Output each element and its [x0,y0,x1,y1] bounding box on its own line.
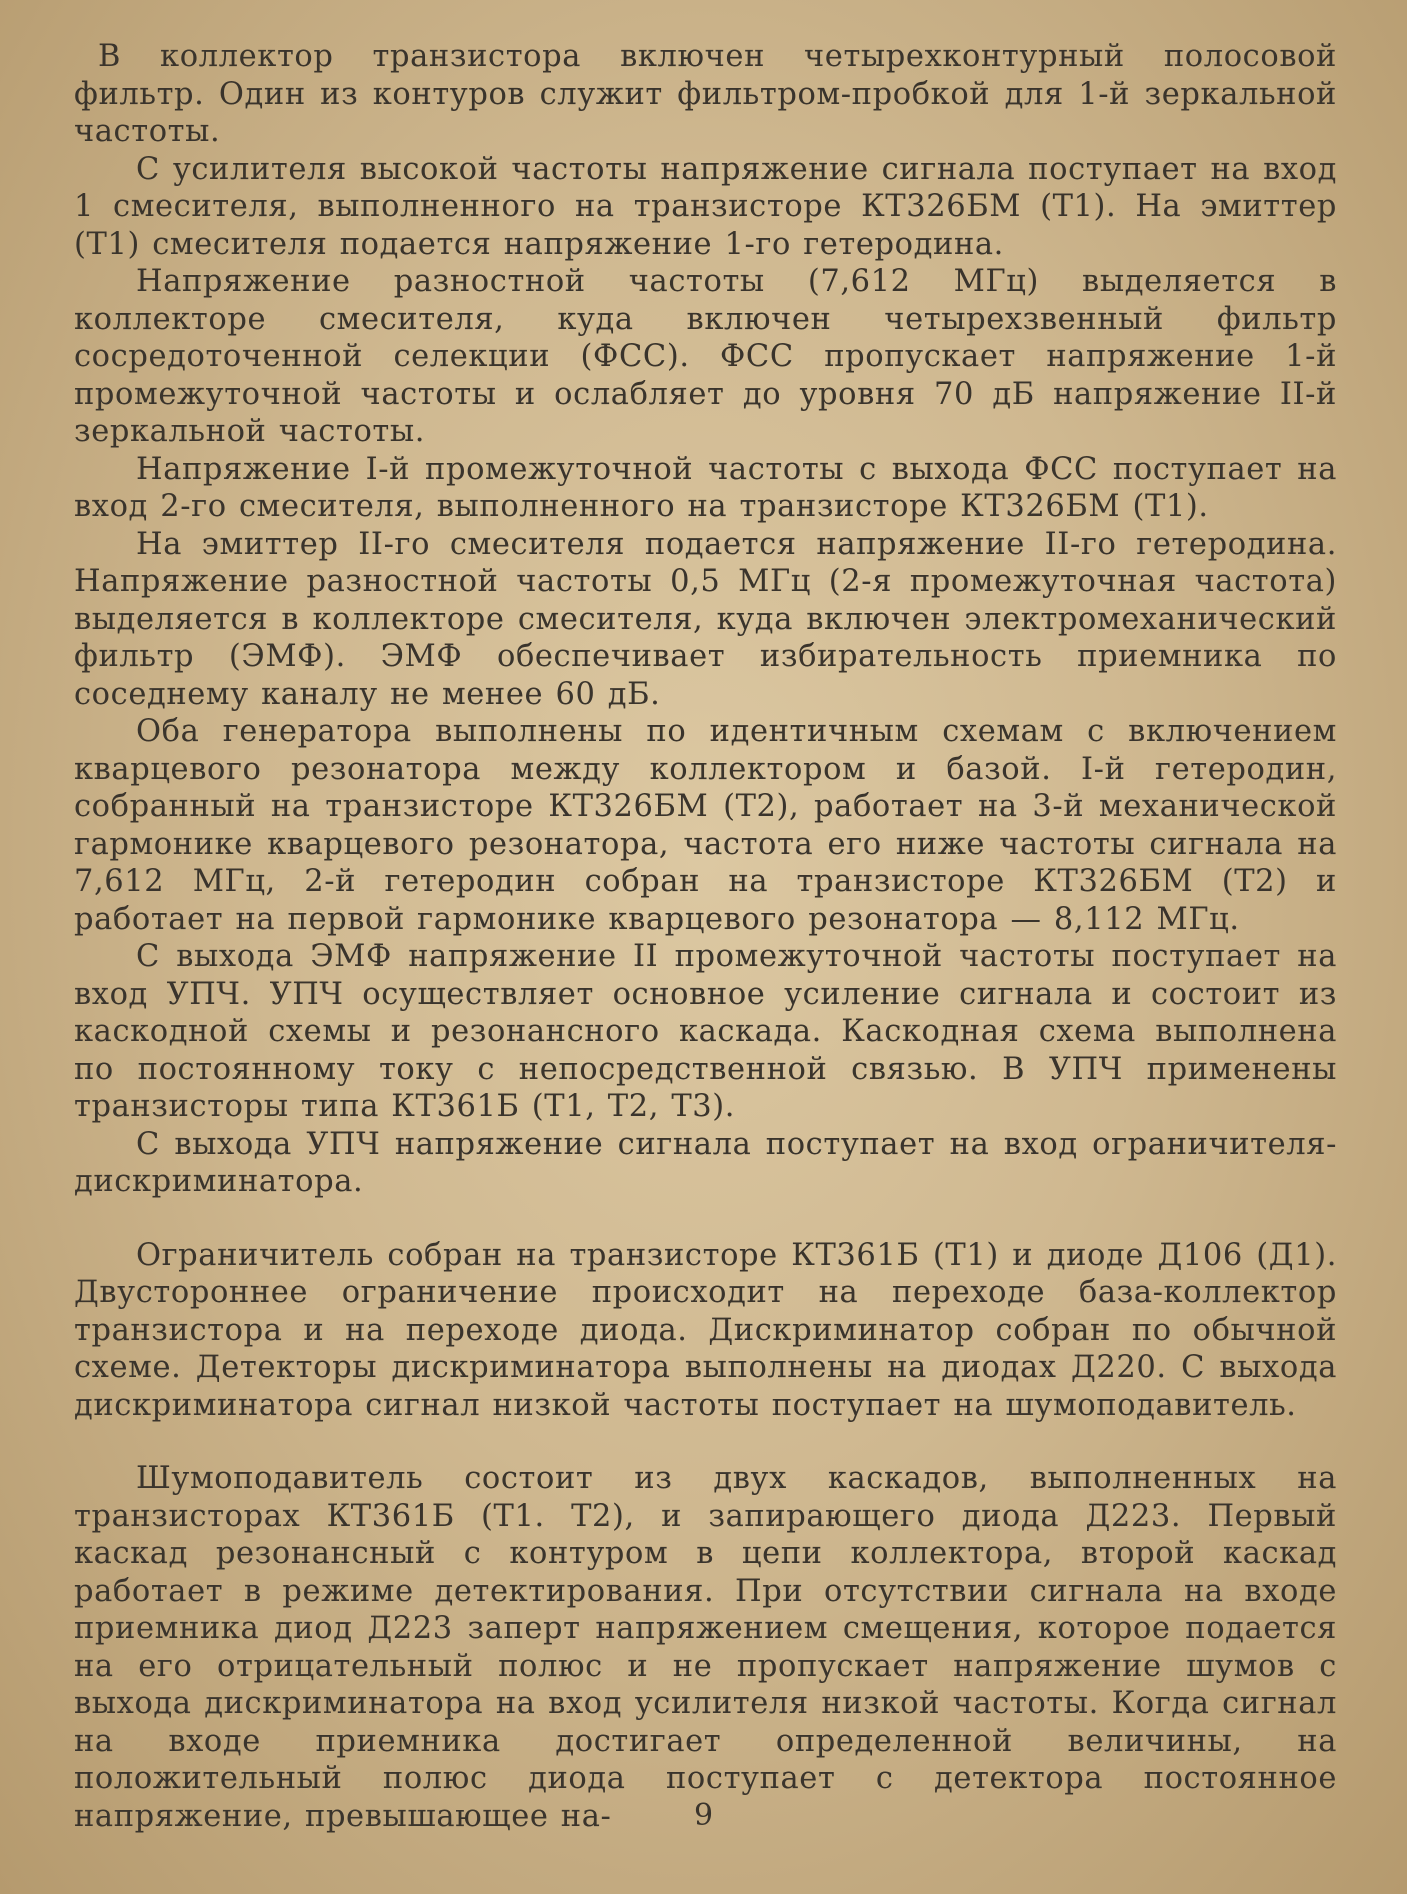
text-block-3 [74,1460,1337,1835]
paragraph-7: С выхода ЭМФ напряжение II промежуточной частоты поступает на вход УПЧ. УПЧ осуществляет основное усиление сигнала и состоит из каскодной схемы и резонансного каскада. Каскодная схема выполнена по постоянному току с непосредственной связью. В УПЧ применены транзисторы типа КТ361Б (Т1, Т2, Т3). [74,939,1337,1124]
paragraph-2: С усилителя высокой частоты напряжение сигнала поступает на вход 1 смесителя, выполненного на транзисторе КТ326БМ (Т1). На эмиттер (Т1) смесителя подается напряжение 1-го гетеродина. [74,151,1337,262]
paragraph-5: На эмиттер II-го смесителя подается напряжение II-го гетеродина. Напряжение разностной частоты 0,5 МГц (2-я промежуточная частота) выделяется в коллекторе смесителя, куда включен электромеханический фильтр (ЭМФ). ЭМФ обеспечивает избирательность приемника по соседнему каналу не менее 60 дБ. [74,526,1337,712]
section-gap [74,1201,1337,1237]
paragraph-6: Оба генератора выполнены по идентичным схемам с включением кварцевого резонатора между коллектором и базой. I-й гетеродин, собранный на транзисторе КТ326БМ (Т2), работает на 3-й механической гармонике кварцевого резонатора, частота его ниже частоты сигнала на 7,612 МГц, 2-й гетеродин собран на транзисторе КТ326БМ (Т2) и работает на первой гармонике кварцевого резонатора — 8,112 МГц. [74,714,1337,937]
text-block-2 [74,1237,1337,1425]
text-block-1 [74,38,1337,1201]
paragraph-3: Напряжение разностной частоты (7,612 МГц) выделяется в коллекторе смесителя, куда включен четырехзвенный фильтр сосредоточенной селекции (ФСС). ФСС пропускает напряжение 1-й промежуточной частоты и ослабляет до уровня 70 дБ напряжение II-й зеркальной частоты. [74,264,1337,449]
paragraph-limiter: Ограничитель собран на транзисторе КТ361Б (Т1) и диоде Д106 (Д1). Двустороннее ограничение происходит на переходе база-коллектор транзистора и на переходе диода. Дискриминатор собран по обычной схеме. Детекторы дискриминатора выполнены на диодах Д220. С выхода дискриминатора сигнал низкой частоты поступает на шумоподавитель. [74,1237,1337,1423]
page-number: 9 [693,1798,714,1833]
paragraph-8: С выхода УПЧ напряжение сигнала поступает на вход ограничителя-дискриминатора. [74,1126,1337,1199]
paragraph-4: Напряжение I-й промежуточной частоты с выхода ФСС поступает на вход 2-го смесителя, выполненного на транзисторе КТ326БМ (Т1). [74,451,1337,524]
section-gap [74,1424,1337,1460]
paragraph-1: В коллектор транзистора включен четырехконтурный полосовой фильтр. Один из контуров служит фильтром-пробкой для 1-й зеркальной частоты. [74,39,1337,149]
paragraph-noise-suppressor: Шумоподавитель состоит из двух каскадов, выполненных на транзисторах КТ361Б (Т1. Т2), и запирающего диода Д223. Первый каскад резонансный с контуром в цепи коллектора, второй каскад работает в режиме детектирования. При отсутствии сигнала на входе приемника диод Д223 заперт напряжением смещения, которое подается на его отрицательный полюс и не пропускает напряжение шумов с выхода дискриминатора на вход усилителя низкой частоты. Когда сигнал на входе приемника достигает определенной величины, на положительный полюс диода поступает с детектора постоянное напряжение, превышающее на- [74,1461,1337,1834]
